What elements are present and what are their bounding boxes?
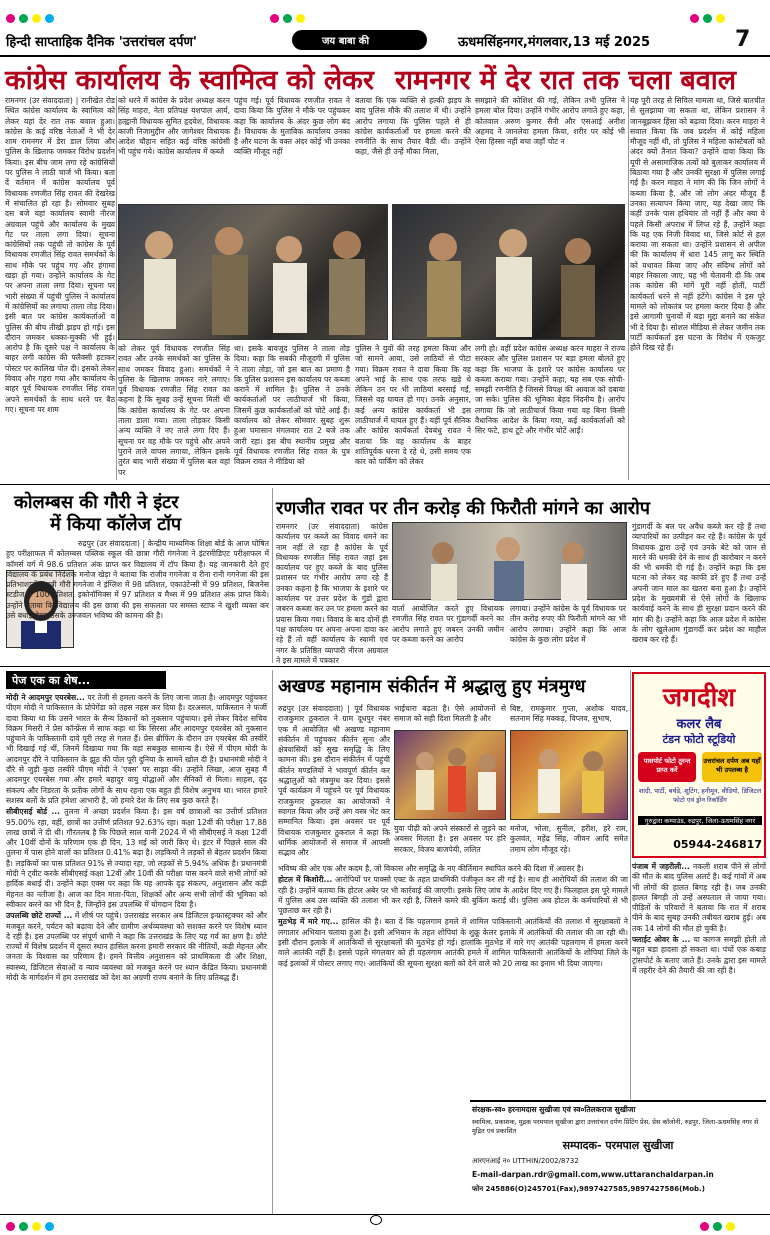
kirtan-crowd-icon (395, 731, 507, 821)
imprint-editor: संरक्षक-स्व० हरनामदास सुखीजा एवं स्व०तिलकराज सुखीजा (472, 1105, 636, 1114)
col-rule-1 (116, 96, 117, 480)
header-dots-mid (270, 8, 309, 27)
imprint-rni: आरएनआई न० UTTHIN/2002/8732 (472, 1157, 579, 1165)
lead-col2: को धरने में कांग्रेस के प्रदेश अध्यक्ष करन सिंह माहरा, नेता प्रतिपक्ष यशपाल आर्य, हल्द्वानी विधायक सुमित हृदयेश, विधायक काजी निजामुद्दीन और जागेश्वर विधायक आदेश चौहान सहित कई वरिष्ठ कांग्रेसी भी पहुंच गये। कांग्रेस कार्यालय में कब्जे (118, 96, 230, 157)
masthead-rule (0, 55, 770, 57)
ranjeet-col1: रामनगर (उर संवाददाता) कांग्रेस कार्यालय पर कब्जे का विवाद थमने का नाम नहीं ले रहा है कांग्रेस के पूर्व विधायक रणजीत सिंह रावत जहां इस कार्यालय पर हुए कब्जे के बाद पुलिस प्रशासन पर गंभीर आरोप लगा रहे हैं उनका कहना है कि भाजपा के इशारे पर कार्यालय पर उत्तर प्रदेश के गुंडों द्वारा जबरन कब्जा कर उन पर हमला करने का प्रयास किया गया। विवाद के बाद दोनों ही पक्ष कार्यालय पर अपना अपना दावा कर रहे हैं तो वहीं कार्यालय के स्वामी एवं नगर के प्रतिष्ठित व्यापारी नीरज अग्रवाल ने इस मामले में पत्रकार (276, 522, 388, 665)
lead-col2b: को लेकर पूर्व विधायक रणजीत सिंह रावत और उनके समर्थकों का पुलिस के साथ जमकर विवाद हुआ। समर्थकों ने पुलिस के खिलाफ जमकर नारे लगाए। पूर्व विधायक रणजीत सिंह रावत का कहना है कि सुबह उन्हें सूचना मिली थी कि कांग्रेस कार्यालय के गेट पर अपना ताला डाला गया। ताला तोड़कर किसी अन्य व्यक्ति ने नए ताले लगा दिए हैं। सूचना पर वह मौके पर पहुंचे और अपने पुराने ताले वापस लगाया, लेकिन इसके तुरंत बाद भारी संख्या में पुलिस बल वहां पर (118, 344, 230, 477)
sankirtan-photo-right (510, 730, 628, 820)
col-rule-2 (628, 96, 629, 480)
ad-phone: 05944-246817 (673, 838, 762, 851)
police-scene-icon (393, 205, 626, 341)
sankirtan-col3b: मनोज, भोला, सुनील, हरीश, हरे राम, कुलवंत, महेंद्र सिंह, जीवन आदि समेत तमाम लोग मौजूद रहे। (510, 824, 628, 854)
col-rule-4 (272, 670, 273, 1215)
lead-col5: समझाने की कोशिश की गई, लेकिन तभी पुलिस ने हमला बोल दिया। उन्होंने गंभीर आरोप लगाते हुए कहा, कोतवाल अरुण कुमार सैनी और एसआई अनीश अहमद ने जानलेवा हमला किया, शरीर पर कोई भी ऐसा हिस्सा नहीं बचा जहाँ चोट न (475, 96, 625, 147)
ad-line2: टंडन फोटो स्टूडियो (662, 733, 736, 746)
footer-registration-mark (370, 1215, 382, 1225)
imprint-email: E-mail-darpan.rdr@gmail.com,www.uttaranchaldarpan.in (472, 1170, 714, 1179)
ad-address: गुरुद्वारा कम्पाउंड, रुद्रपुर, जिला-ऊधमसिंह नगर (638, 816, 762, 825)
lead-photo-left (118, 204, 388, 340)
sankirtan-col2: भाईचारा बढ़ता है। ऐसे आयोजनों से समाज को सही दिशा मिलती है और (394, 704, 506, 724)
lead-photo-right (392, 204, 625, 340)
shesh-label-box (6, 671, 166, 689)
ranjeet-headline: रणजीत रावत पर तीन करोड़ की फिरौती मांगने का आरोप (276, 498, 650, 519)
lead-headline-a: कांग्रेस कार्यालय के स्वामित्व को लेकर (5, 65, 374, 96)
mutbhed-text: हासिल की है। बता दें कि पहलगाम हमले में शामिल पाकिस्तानी आतंकियों की तलाश में सुरक्षाबलों ने लगातार अभियान चलाया हुआ है। इसी अभियान के तहत शोपियां के शुक्रू केलर इलाके में आतंकियों की तलाश की जा रही थी। इसी दौरान इलाके में आतंकियों से सुरक्षाबलों की मुठभेड़ हो गई। हालांकि मुठभेड़ में मारे गए आतंकी पहलगाम में हमला करने वाले आतंकी नहीं हैं। इससे पहले मंगलवार को ही पहलगाम आतंकी हमले में शामिल पाकिस्तानी आतंकियों के शोपियां जिले के कई इलाकों में पोस्टर लगाए गए। आतंकियों की सूचना सुरक्षा बलों को देने वाले को 20 लाख का इनाम भी दिया जाएगा। (278, 917, 628, 968)
masthead-title: हिन्दी साप्ताहिक दैनिक 'उत्तरांचल दर्पण' (6, 35, 197, 50)
gauri-headline-b: में किया कॉलेज टॉप (50, 514, 182, 535)
punjab-col (632, 862, 766, 1097)
sankirtan-photo-left (394, 730, 506, 820)
lead-col5b: लगी हो। वहीं प्रदेश कांग्रेस अध्यक्ष करन माहरा ने राज्य सरकार और पुलिस प्रशासन पर बड़ा हमला बोलते हुए कहा कि भाजपा के इशारे पर कांग्रेस कार्यालय पर कब्जा कराया गया। उन्होंने कहा, यह सब एक सोची-समझी रणनीति है जिससे विपक्ष की आवाज को दबाया जा सके। पुलिस की भूमिका बेहद निंदनीय है। आरोप लगाया कि जो लाठीचार्ज किया गया वह बिना किसी वैधानिक आदेश के किया गया, कई कार्यकर्ताओं को सिर फटे, हाथ टूटे और गंभीर चोटें आईं। (475, 344, 625, 436)
imprint-fax: फोन 245886(O)245701(Fax),9897427585,9897427586(Mob.) (472, 1185, 705, 1193)
lead-col4: बताया कि एक व्यक्ति से हल्की झड़प के बाद पुलिस मौके की तलाश में थी। उन्होंने आरोप लगाया कि पुलिस पहले से ही कांग्रेस कार्यकर्ताओं पर हमला करने की रणनीति के साथ तैयार बैठी थी। उन्होंने कहा, जैसे ही उन्हें मौका मिला, (355, 96, 471, 157)
lead-col6: यह पूरी तरह से सिविल मामला था, जिसे बातचीत से सुलझाया जा सकता था, लेकिन प्रशासन ने जानबूझकर हिंसा को बढ़ावा दिया। करन माहरा ने सवाल किया कि जब प्रदर्शन में कोई महिला मौजूद नहीं थी, तो पुलिस ने महिला कांस्टेबलों को अंदर क्यों तैनात किया? उन्होंने दावा किया कि यूपी से असामाजिक तत्वों को बुलाकर कार्यालय में बिठाया गया है और उनकी सुरक्षा में पुलिस लगाई गई है। करन माहरा ने मांग की कि जिन लोगों ने कब्जा किया है, और जो लोग अंदर मौजूद हैं उनका सत्यापन किया जाए, यह देखा जाए कि कहीं उनके पास हथियार तो नहीं हैं और क्या वे पहले किसी अपराध में लिप्त रहे हैं, उन्होंने कहा कि यह एक निजी विवाद था, जिसे कोर्ट से हल कराया जा सकता था। उन्होंने प्रशासन से अपील की कि कार्यालय में धारा 145 लागू कर स्थिति को यथावत किया जाए और संदिग्ध लोगों को बाहर निकाला जाए, यह भी चेतावनी दी कि जब तक कांग्रेस की मांगें पूरी नहीं होतीं, पार्टी कार्यकर्ता धरने से नहीं हटेंगे। कांग्रेस ने इस पूरे मामले को लोकतंत्र पर हमला करार दिया है और इसे आगामी चुनावों में बड़ा मुद्दा बनाने का संकेत भी दे दिया है। सोशल मीडिया से लेकर जमीन तक पार्टी कार्यकर्ता इस घटना के विरोध में एकजुट होते दिख रहे हैं। (630, 96, 765, 353)
tagline-box (292, 30, 427, 50)
uplabdhi-text: में शीर्ष पर पहुंचे। उत्तराखंड सरकार अब डिजिटल इन्फ्रास्ट्रक्चर को और मजबूत करने, पर्यटन को बढ़ावा देने और ग्रामीण अर्थव्यवस्था को सशक्त करने पर विशेष ध्यान दे रही है। इस उपलब्धि पर संपूर्ण धामी ने कहा कि उत्तराखंड के लिए यह गर्व का क्षण है। छोटे राज्यों में विशेष प्रदर्शन में दूसरा स्थान हासिल करना हमारी सरकार की नीतियों, कड़ी मेहनत और जनता के विश्वास का परिणाम है। हमने वित्तीय अनुशासन को प्राथमिकता दी और शिक्षा, स्वास्थ्य, डिजिटल सेवाओं व न्याय व्यवस्था को मजबूत करने पर ध्यान केंद्रित किया। प्रधानमंत्री मोदी के मार्गदर्शन में हम उत्तराखंड को देश का अग्रणी राज्य बनाने के लिए प्रतिबद्ध हैं। (6, 911, 267, 983)
ad-line1: कलर लैब (676, 717, 722, 732)
flight-text: या कागज समझी होती तो बहुत बड़ा हादसा हो सकता था। पंचों एक कबाड़ ट्रांसपोर्ट के बताए जाते हैं। उनके द्वारा इस मामले में तहरीर देने की तैयारी की जा रही है। (632, 935, 766, 975)
page-number: 7 (735, 27, 751, 52)
ad-badge-left: पासपोर्ट फोटो तुरन्त प्राप्त करें (638, 752, 696, 782)
imprint-chief: सम्पादक- परमपाल सुखीजा (562, 1139, 674, 1152)
ad-badge-right: उत्तरांचल दर्पण अब यहाँ भी उपलब्ध है (702, 752, 762, 782)
tagline-text: जय बाबा की (322, 36, 370, 47)
cbse-text: तुलना में अच्छा प्रदर्शन किया है। इस वर्ष छात्राओं का उत्तीर्ण प्रतिशत 95.00% रहा, वहीं, छात्रों का उत्तीर्ण प्रतिशत 92.63% रहा। कक्षा 12वीं की परीक्षा 17.88 लाख छात्रों ने दी थी। गौरतलब है कि पिछले साल यानी 2024 में भी सीबीएसई ने कक्षा 12वीं और 10वीं दोनों के परिणाम एक ही दिन, 13 मई को जारी किए थे। इंटर में पिछले साल की तुलना में पास होने वालों का प्रतिशत 0.41% बढ़ा है। लड़कियों ने लड़कों से बेहतर प्रदर्शन किया है। लड़कियों का पास प्रतिशत 91% से ज्यादा रहा, जो लड़कों से 5.94% अधिक है। प्रधानमंत्री मोदी ने ट्वीट करके सीबीएसई कक्षा 12वीं और 10वीं की परीक्षा पास करने वाले सभी लोगों को हार्दिक बधाई दी। उन्होंने कहा एक्स पर कहा कि यह आपके दृढ़ संकल्प, अनुशासन और कड़ी मेहनत का नतीजा है। आज का दिन माता-पिता, शिक्षकों और अन्य सभी लोगों की भूमिका को स्वीकार करने का भी दिन है, जिन्होंने इस उपलब्धि में योगदान दिया है। (6, 807, 267, 909)
kirtan-singers-icon (511, 731, 629, 821)
lead-headline-b: रामनगर में देर रात तक चला बवाल (395, 65, 737, 96)
col-rule-5 (630, 670, 631, 1100)
ad-services: शादी, पार्टी, बर्थडे, शूटिंग, हनीमून, वीडियो, डिजिटल फोटो एवं ड्रोन रिकॉर्डिंग (638, 787, 762, 804)
hotel-text: आरोपियों पर पाक्सो एक्ट के तहत प्राथमिकी पंजीकृत कर ली गई है। साथ ही आरोपियों की तलाश की जा रही है। उन्होंने बताया कि होटल अबेर पर भी कार्रवाई की जाएगी। इसके लिए जांच के आदेश दिए गए हैं। फिलहाल इस पूरे मामले में पुलिस अब उस व्यक्ति की तलाश भी कर रही है, जिसने कमरे की बुकिंग कराई थी। पुलिस अब होटल के कर्मचारियों से भी पूछताछ कर रही है। (278, 875, 628, 916)
ranjeet-col4: गुंडागर्दी के बल पर अवैध कब्जे कर रहे हैं तथा व्यापारियों का उत्पीड़न कर रहे हैं। कांग्रेस के पूर्व विधायक द्वारा उन्हें एवं उनके बेटे को जान से मारने की धमकी देने के साथ ही कारोबार न करने की भी धमकी दी गई है। उन्होंने कहा कि इस घटना को लेकर वह काफी डरे हुए हैं तथा उन्हें अपनी जान माल का खतरा बना हुआ है। उन्होंने प्रदेश के मुख्यमंत्री से ऐसे लोगों के खिलाफ कार्यवाई करने के साथ ही सुरक्षा प्रदान करने की मांग की है। उन्होंने कहा कि आज प्रदेश में कांग्रेस के लोग खुलेआम गुंडागर्दी कर प्रदेश का माहौल खराब कर रहे हैं। (632, 522, 766, 645)
footer-rule (0, 1214, 770, 1215)
lead-col3: पहुंच गई। पूर्व विधायक रणजीत रावत ने दावा किया कि पुलिस ने मौके पर पहुंचकर कहा कि कार्यालय के अंदर कुछ लोग बंद हैं। विधायक के मुताबिक कार्यालय उनका है और घटना के वक्त अंदर कोई भी उनका व्यक्ति मौजूद नहीं (234, 96, 350, 157)
crowd-scene-icon (119, 205, 389, 341)
flight-head: फ्लाईट ओवर के ... (632, 935, 691, 945)
ranjeet-photo (392, 522, 627, 600)
mutbhed-head: मुठभेड़ में मारे गए... (278, 917, 339, 927)
press-conference-icon (393, 523, 628, 601)
punjab-head: पंजाब में जहरीली... (632, 862, 690, 871)
ad-brand: जगदीश (662, 683, 736, 713)
col-rule-3 (272, 488, 273, 663)
ranjeet-col2: वार्ता आयोजित करते हुए विधायक रणजीत सिंह रावत पर गुंडागर्दी करने का आरोप लगाते हुए जबरन उनकी जमीन पर कब्जा करने का आरोप (392, 604, 504, 644)
shesh-label: पेज एक का शेष... (12, 674, 91, 687)
section-divider-1 (0, 484, 770, 485)
cbse-head: सीबीएसई बोर्ड ... (6, 807, 61, 817)
footer-dots-left (6, 1216, 58, 1235)
lead-col1: रामनगर (उर संवाददाता) | रानीखेत रोड स्थित कांग्रेस कार्यालय के स्वामित्व को लेकर यहां देर रात तक बवाल हुआ। कांग्रेस के कई वरिष्ठ नेताओं ने भी देर शाम रामनगर में डेरा डाल लिया और पुलिस के खिलाफ जमकर विरोध प्रदर्शन किया। इस बीच जाम लगा रहे कांग्रेसियों पर पुलिस ने लाठी चार्ज भी किया। बता दें वर्तमान में कांग्रेस कार्यालय पूर्व विधायक रणजीत सिंह रावत की देखरेख में संचालित हो रहा है। सोमवार सुबह दस बजे यहां कार्यालय स्वामी नीरज अग्रवाल पहुंचे और कार्यालय के मुख्य गेट पर ताला लगा दिया। सूचना कांग्रेसियों तक पहुंची तो कांग्रेस के पूर्व विधायक रणजीत सिंह रावत समर्थकों के साथ मौके पर पहुंच गए और हंगामा खड़ा हो गया। उन्होंने कार्यालय के गेट पर अपना ताला लगा दिया। सूचना पर भारी संख्या में पहुंची पुलिस ने कार्यालय में कांग्रेसियों का लगाया ताला तोड़ दिया। इसी बात पर कांग्रेस कार्यकर्ताओं व पुलिस की बीच तीखी झड़प हो गई। इस दौरान जमकर धक्का-मुक्की भी हुई। आरोप है कि दूसरे पक्ष ने कार्यालय के बाहर लगी कांग्रेस की फ्लैक्सी हटाकर पोस्टर पर कालिख पोत दी। इसको लेकर विवाद और गहरा गया और कार्यालय के बाहर पूर्व विधायक रणजीत सिंह रावत अपने समर्थकों के साथ धरने पर बैठ गए। सूचना पर शाम (5, 96, 115, 414)
shesh-text (6, 693, 267, 1213)
vikas-text: भविष्य की ओर एक और कदम है, जो विकास और समृद्धि के नए कीर्तिमान स्थापित करने की दिशा में अग्रसर है। (278, 864, 584, 873)
ranjeet-col3: लगाया। उन्होंने कांग्रेस के पूर्व विधायक पर तीन करोड़ रुपए की फिरौती मांगने का भी आरोप लगाया। उन्होंने कहा कि आज कांग्रेस के कुछ लोग प्रदेश में (510, 604, 626, 644)
lead-col4b: पुलिस ने युवों की तरह हमला किया और जो सामने आया, उसे लाठियों से पीटा गया। विक्रम रावत ने दावा किया कि वह अपने भाई के साथ एक तरफ खड़े थे लेकिन उन पर भी लाठियां बरसाई गईं, जिससे वह घायल हो गए। उनके अनुसार, कई अन्य कांग्रेस कार्यकर्ता भी इस लाठीचार्ज में घायल हुए हैं। यहीं पूर्व सैनिक और कांग्रेस कार्यकर्ता देवबंधु रावत ने बताया कि वह कार्यालय के बाहर शांतिपूर्वक धरना दे रहे थे, उसी समय एक कार को पार्किंग को लेकर (355, 344, 471, 467)
imprint-body: स्वामित्व, प्रकाशक, मुद्रक परमपाल सुखीजा द्वारा उत्तरांचल दर्पण प्रिंटिंग प्रेस, प्रेस कॉलोनी, रुद्रपुर, जिला-ऊधमसिंह नगर से मुद्रित एवं प्रकाशित (472, 1118, 759, 1135)
lead-col3b: था। इसके बावजूद पुलिस ने ताला तोड़ दिया। कहा कि सबकी मौजूदगी में पुलिस ने ताला तोड़ा, जो इस बात का प्रमाण है कि पुलिस प्रशासन इस कार्यालय पर कब्जा कराने में शामिल है। पुलिस ने उनके कार्यकर्ताओं पर लाठीचार्ज भी किया, जिसमें कुछ कार्यकर्ताओं को चोटें आई हैं। कार्यालय को लेकर सोमवार सुबह शुरू हुआ घमासान मंगलवार रात 2 बजे तक जारी रहा। इस बीच स्थानीय प्रमुख और पूर्व विधायक रणजीत सिंह रावत के पुत्र विक्रम रावत ने मीडिया को (234, 344, 350, 467)
gauri-headline-a: कोलम्बस की गौरी ने इंटर (14, 492, 179, 513)
hotel-head: होटल में किशोरी... (278, 875, 333, 885)
gauri-text: रुद्रपुर (उर संवाददाता) | केन्द्रीय माध्यमिक शिक्षा बोर्ड के आज घोषित हुए परीक्षाफल में कोलम्बस पब्लिक स्कूल की छात्रा गौरी गंगनेजा ने इंटरमीडिएट परीक्षाफल में कॉमर्स वर्ग में 98.6 प्रतिशत अंक प्राप्त कर विद्यालय में टॉप किया है। यह जानकारी देते हुए विद्यालय के प्रबंध निदेशक मनोज खेड़ा ने बताया कि राजीव गगनेजा व रीना रानी गगनेजा की इस प्रतिभाशाली सुपुत्री गौरी गगनेजा ने इंग्लिश में 98 प्रतिशत, एकाउंटेन्सी में 99 प्रतिशत, बिजनेस स्टडीज में 100 प्रतिशत, इकोनॉमिक्स में 97 प्रतिशत व मैथ्स में 99 प्रतिशत अंक प्राप्त किये। उन्होंने बताया कि विद्यालय की इस छात्रा की इस सफलता पर समस्त स्टाफ ने खुशी व्यक्त कर उसे बधाई देकर उसके उज्जवल भविष्य की कामना की है। (6, 539, 269, 621)
modi-head: मोदी ने आदमपुर एयरबेस... (6, 693, 85, 702)
section-divider-2 (0, 666, 770, 667)
header-dots (6, 8, 58, 27)
sankirtan-col3: बिष्ट, रामकुमार गुप्ता, अशोक यादव, सतनाम सिंह मक्कड़, विप्लव, सुभाष, (510, 704, 628, 724)
punjab-text: नकली शराब पीने से लोगों की मौत के बाद पुलिस अलर्ट है। कई गांवों में अब भी लोगों की हालत बिगड़ रही है। जब उनकी हालत बिगड़ी तो उन्हें अस्पताल ले जाया गया। पीड़ितों के परिवारों ने बताया कि रात में शराब पीने के बाद सुबह उनकी तबीयत खराब हुई। अब तक 14 लोगों की मौत हो चुकी है। (632, 862, 766, 933)
modi-text: पर तेजी से हमला करने के लिए जाना जाता है। आदमपुर पहुंचकर पीएम मोदी ने पाकिस्तान के प्रोपेगेंडा को तहस नहस कर दिया है। दरअसल, पाकिस्तान ने फर्जी दावा किया था कि उसने भारत के सैन्य ठिकानों को नुकसान पहुंचाया। इसे लेकर विदेश सचिव विक्रम मिसरी ने प्रेस कॉन्फ्रेंस में साफ कहा था कि सिरसा और आदमपुर एयरबेस को नुकसान पहुंचाने के पाकिस्तानी दावे पूरी तरह से गलत हैं। प्रेस ब्रीफिंग के दौरान उन एयरबेस की तस्वीरें भी दिखाई गई थीं, जिनमें दिखाया गया कि वहां सबकुछ सामान्य है। ऐसे में पीएम मोदी के आदमपुर दौरे ने पाकिस्तान के झूठ की पोल पूरी दुनिया के सामने खोल दी है। प्रधानमंत्री मोदी ने दौरे से जुड़ी कुछ तस्वीरें पीएम मोदी ने 'एक्स' पर साझा की। उन्होंने लिखा, आज सुबह मैं आदमपुर एयरबेस गया और हमारे बहादुर वायु योद्धाओं और सैनिकों से मिला। साहस, दृढ़ संकल्प और निडरता के प्रतीक लोगों के साथ रहना एक बहुत ही विशेष अनुभव था। भारत हमारे सशस्त्र बलों के प्रति हमेशा आभारी है, जो हमारे देश के लिए सब कुछ करते हैं। (6, 693, 267, 805)
sankirtan-headline: अखण्ड महानाम संकीर्तन में श्रद्धालु हुए मंत्रमुग्ध (278, 676, 586, 697)
sankirtan-col2b: युवा पीढ़ी को अपने संस्कारों से जुड़ने का अवसर मिलता है। इस अवसर पर हरि सरकार, विजय बाजपेयी, ललित (394, 824, 506, 854)
jagdish-ad (632, 672, 766, 858)
sankirtan-col1: रुद्रपुर (उर संवाददाता) | पूर्व विधायक राजकुमार ठुकराल ने ग्राम दूधपुर नंबर एक में आयोजित श्री अखण्ड महानाम संकीर्तन में पहुंचकर कीर्तन सुना और क्षेत्रवासियों को सुख समृद्धि के लिए कामना की। इस दौरान संकीर्तन में पहुंची कीर्तन मण्डलियों ने भावपूर्ण कीर्तन कर श्रद्धालुओं को मंत्रमुग्ध कर दिया। इससे पूर्व कार्यक्रम में पहुंचने पर पूर्व विधायक राजकुमार ठुकराल का आयोजकों ने स्वागत किया और उन्हें अंग वस्त्र भेंट कर सम्मानित किया। इस अवसर पर पूर्व विधायक राजकुमार ठुकराल ने कहा कि धार्मिक आयोजनों से समाज में आपसी सद्भाव और (278, 704, 390, 858)
footer-dots-right (700, 1216, 739, 1235)
dateline: ऊधमसिंहनगर,मंगलवार,13 मई 2025 (458, 35, 651, 50)
imprint-box (470, 1100, 766, 1212)
uplabdhi-head: उपलब्धि छोटे राज्यों ... (6, 911, 73, 921)
header-dots-right (690, 8, 729, 27)
